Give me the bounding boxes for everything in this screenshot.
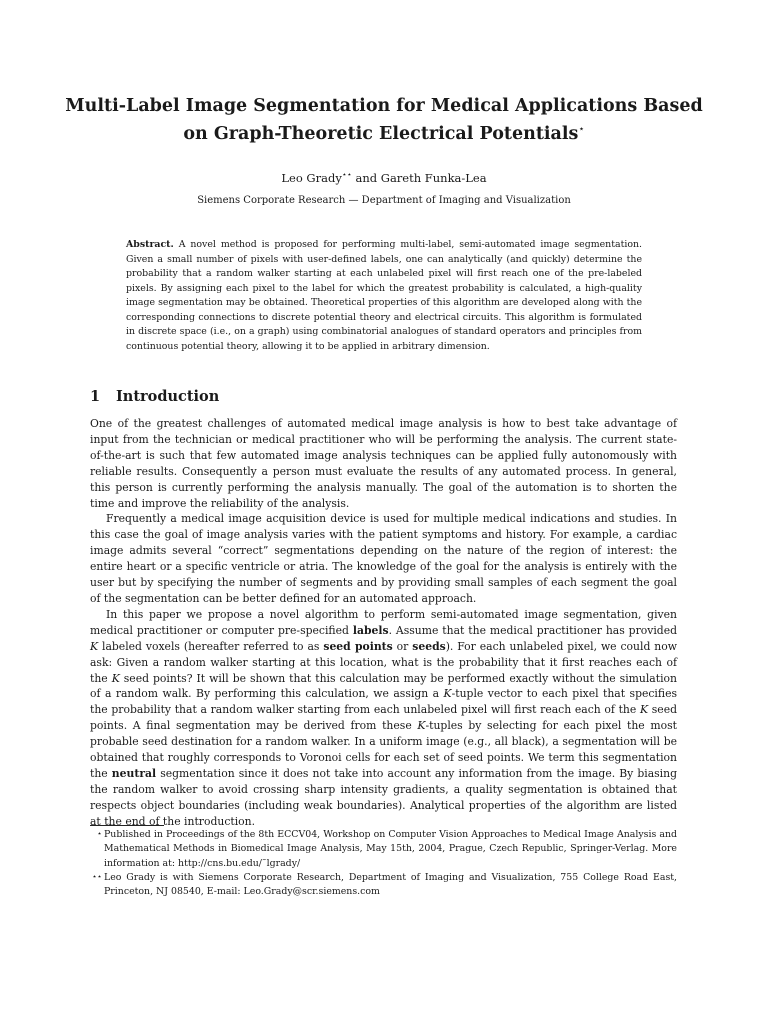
footnotes xyxy=(90,828,677,899)
math-k: K xyxy=(417,719,426,733)
math-k: K xyxy=(443,687,452,701)
paragraph-2: Frequently a medical image acquisition device is used for multiple medical indications and studies. In this case the goal of image analysis varies with the patient symptoms and history. For example, a cardiac image admits several “correct” segmentations depending on the nature of the region of interest: the entire heart or a specific ventricle or atria. The knowledge of the goal for the analysis is entirely with the user but by specifying the number of segments and by providing small samples of each segment the goal of the segmentation can be better defined for an automated approach. xyxy=(90,512,677,605)
footnote-2-text: Leo Grady is with Siemens Corporate Research, Department of Imaging and Visualization, 755 College Road East, Princeton, NJ 08540, E-mail: Leo.Grady@scr.siemens.com xyxy=(104,871,677,898)
author-separator: and xyxy=(351,170,381,185)
math-k: K xyxy=(111,671,120,685)
footnote-1-text: Published in Proceedings of the 8th ECCV04, Workshop on Computer Vision Approaches to Medical Image Analysis and Mathematical Methods in Biomedical Image Analysis, May 15th, 2004, Prague, Czech Republic, Springer-Verlag. More information at: http://cns.bu.edu/˜lgrady/ xyxy=(104,829,677,869)
author-2: Gareth Funka-Lea xyxy=(380,170,487,185)
term-neutral: neutral xyxy=(111,766,157,780)
paragraph-3 xyxy=(90,607,677,830)
p3-text: In this paper we propose a novel algorithm to perform semi-automated image segmentation, given medical practitioner or computer pre-specified xyxy=(90,607,677,637)
paragraph-1: One of the greatest challenges of automated medical image analysis is how to best take advantage of input from the technician or medical practitioner who will be performing the analysis. The current state-of-the-art is such that few automated image analysis techniques can be applied fully autonomously with reliable results. Consequently a person must evaluate the results of any automated process. In general, this person is currently performing the analysis manually. The goal of the automation is to shorten the time and improve the reliability of the analysis. xyxy=(90,417,677,510)
p3-text: . Assume that the medical practitioner has provided xyxy=(388,623,678,637)
p3-text: -tuple vector to each pixel that specifies the probability that a random walker starting from each unlabeled pixel will first reach each of the xyxy=(90,687,678,717)
p3-text: labeled voxels (hereafter referred to as xyxy=(98,639,324,653)
title-footnote-mark: ⋆ xyxy=(578,124,585,135)
p3-text: seed points? It will be shown that this calculation may be performed exactly without the simulation of a random walk. By performing this calculation, we assign a xyxy=(90,671,677,701)
author-line xyxy=(0,167,768,186)
footnote-1 xyxy=(90,828,677,871)
author-1: Leo Grady xyxy=(281,170,342,185)
footnote-1-mark: ⋆ xyxy=(96,829,102,838)
abstract-label: Abstract. xyxy=(126,239,174,250)
paper-title xyxy=(60,94,708,146)
body-text xyxy=(90,416,677,830)
section-heading xyxy=(90,387,219,407)
math-k: K xyxy=(639,703,649,717)
abstract xyxy=(126,238,642,354)
term-labels: labels xyxy=(352,623,389,637)
section-number: 1 xyxy=(90,388,101,405)
footnote-2 xyxy=(90,871,677,900)
title-line-1: Multi-Label Image Segmentation for Medical Applications Based xyxy=(65,96,703,116)
footnote-rule xyxy=(90,825,164,826)
footnote-2-mark: ⋆⋆ xyxy=(91,871,102,881)
affiliation: Siemens Corporate Research — Department of Imaging and Visualization xyxy=(197,195,571,206)
section-title: Introduction xyxy=(116,388,220,405)
p3-text: ). For each unlabeled pixel, we could now ask: Given a random walker starting at this location, what is the probability that it first reaches each of the xyxy=(90,639,677,685)
author-1-footnote-mark: ⋆⋆ xyxy=(341,170,352,179)
p3-text: seed points. A final segmentation may be derived from these xyxy=(90,703,677,733)
p3-text: segmentation since it does not take into account any information from the image. By biasing the random walker to avoid crossing sharp intensity gradients, a quality segmentation is obtained that respects object boundaries (including weak boundaries). Analytical properties of the algorithm are listed at the end of the introduction. xyxy=(90,766,678,828)
p3-text: or xyxy=(392,639,413,653)
title-line-2: on Graph-Theoretic Electrical Potentials xyxy=(183,123,579,144)
math-k: K xyxy=(90,639,99,653)
abstract-text: A novel method is proposed for performing multi-label, semi-automated image segmentation. Given a small number of pixels with user-defined labels, one can analytically (and quickly) determine the probability that a random walker starting at each unlabeled pixel will first reach one of the pre-labeled pixels. By assigning each pixel to the label for which the greatest probability is calculated, a high-quality image segmentation may be obtained. Theoretical properties of this algorithm are developed along with the corresponding connections to discrete potential theory and electrical circuits. This algorithm is formulated in discrete space (i.e., on a graph) using combinatorial analogues of standard operators and principles from continuous potential theory, allowing it to be applied in arbitrary dimension. xyxy=(126,239,642,352)
p3-text: -tuples by selecting for each pixel the most probable seed destination for a random walker. In a uniform image (e.g., all black), a segmentation will be obtained that roughly corresponds to Voronoi cells for each set of seed points. We term this segmentation the xyxy=(90,719,677,780)
term-seeds: seeds xyxy=(412,639,446,653)
term-seed-points: seed points xyxy=(323,639,393,653)
